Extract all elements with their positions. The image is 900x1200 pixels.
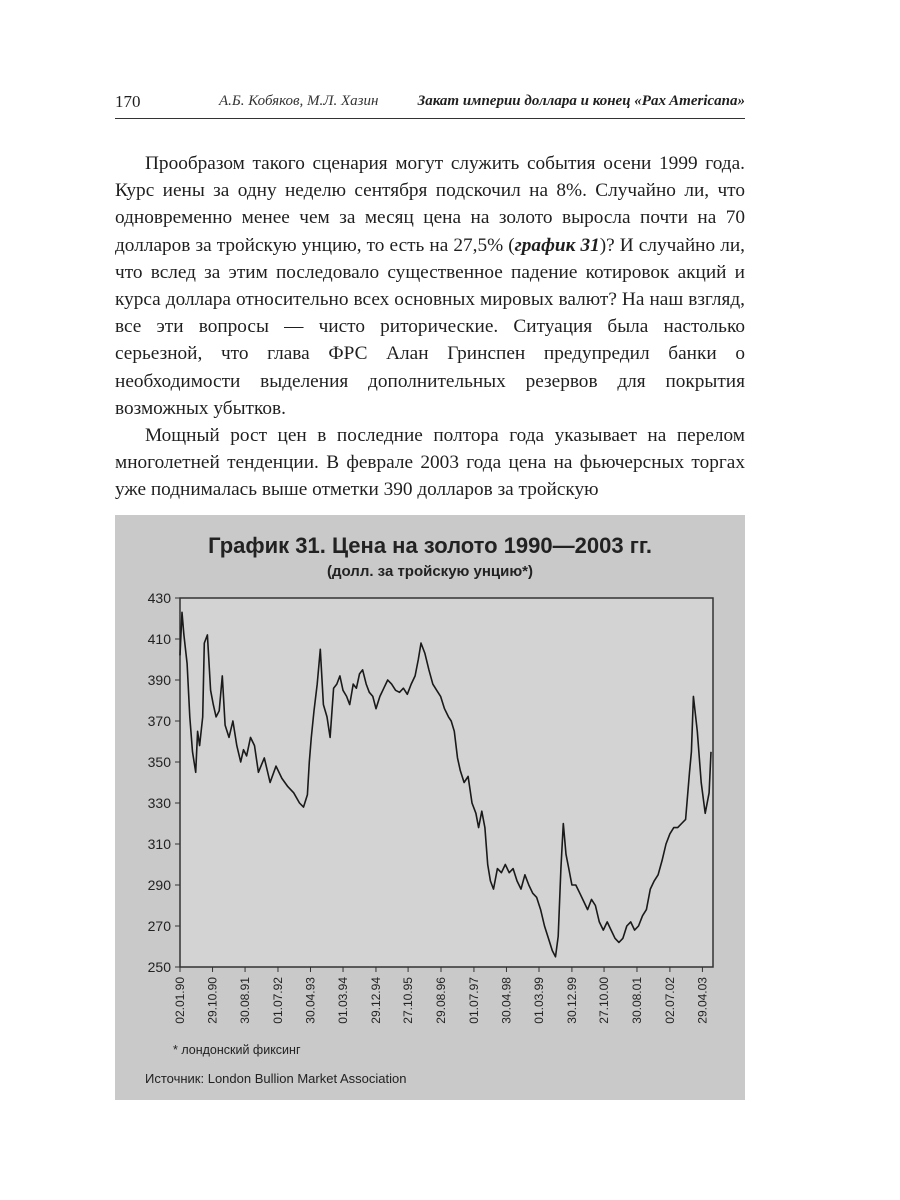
y-tick-label: 310 — [147, 836, 171, 852]
y-tick-label: 430 — [147, 590, 171, 606]
y-tick-label: 270 — [147, 918, 171, 934]
paragraph-1 — [115, 150, 745, 422]
x-tick-label: 01.07.97 — [466, 977, 481, 1024]
header-authors: А.Б. Кобяков, М.Л. Хазин — [219, 93, 379, 109]
y-tick-label: 290 — [147, 877, 171, 893]
x-tick-label: 30.04.93 — [303, 977, 318, 1024]
x-tick-label: 30.12.99 — [564, 977, 579, 1024]
y-tick-label: 370 — [147, 713, 171, 729]
y-tick-label: 250 — [147, 959, 171, 975]
chart-reference: график 31 — [514, 234, 600, 256]
x-tick-label: 30.04.98 — [499, 977, 514, 1024]
chart-title: График 31. Цена на золото 1990—2003 гг. — [208, 533, 652, 558]
chart-source: Источник: London Bullion Market Association — [145, 1071, 407, 1086]
chart-subtitle: (долл. за тройскую унцию*) — [326, 563, 533, 580]
x-tick-label: 30.08.01 — [629, 977, 644, 1024]
y-tick-label: 350 — [147, 754, 171, 770]
x-tick-label: 29.12.94 — [368, 977, 383, 1024]
page-header — [115, 92, 745, 119]
x-tick-label: 29.08.96 — [434, 977, 449, 1024]
x-tick-label: 27.10.00 — [597, 977, 612, 1024]
x-tick-label: 27.10.95 — [401, 977, 416, 1024]
header-book-title: Закат империи доллара и конец «Pax Americana» — [417, 93, 745, 109]
x-tick-label: 01.03.99 — [531, 977, 546, 1024]
chart-footnote: * лондонский фиксинг — [173, 1043, 301, 1057]
paragraph-1-end: )? И случайно ли, что вслед за этим последовало существенное падение котировок акций и курса доллара относительно всех основных мировых валют? На наш взгляд, все эти вопросы — чисто риторические. Ситуация была настолько серьезной, что глава ФРС Алан Гринспен предупредил банки о необходимости выделения дополнительных резервов для покрытия возможных убытков. — [115, 234, 745, 419]
y-tick-label: 390 — [147, 672, 171, 688]
page-number: 170 — [115, 92, 141, 111]
x-tick-label: 29.10.90 — [205, 977, 220, 1024]
paragraph-1-start: Прообразом такого сценария могут служить события осени 1999 года. Курс иены за одну неделю сентября подскочил на 8%. Случайно ли, что одновременно менее чем за месяц цена на золото выросла почти на 70 долларов за тройскую унцию, то есть на 27,5% ( — [115, 153, 745, 256]
x-tick-label: 29.04.03 — [695, 977, 710, 1024]
x-tick-label: 02.07.02 — [662, 977, 677, 1024]
gold-price-chart — [115, 515, 745, 1100]
body-text — [115, 150, 745, 504]
x-tick-label: 01.07.92 — [270, 977, 285, 1024]
plot-area — [180, 598, 713, 967]
x-tick-label: 02.01.90 — [173, 977, 187, 1024]
x-tick-label: 30.08.91 — [238, 977, 253, 1024]
y-tick-label: 410 — [147, 631, 171, 647]
x-tick-label: 01.03.94 — [336, 977, 351, 1024]
paragraph-2: Мощный рост цен в последние полтора года указывает на перелом многолетней тенденции. В феврале 2003 года цена на фьючерсных торгах уже поднималась выше отметки 390 долларов за тройскую — [115, 425, 745, 501]
y-tick-label: 330 — [147, 795, 171, 811]
chart-figure — [115, 515, 745, 1100]
